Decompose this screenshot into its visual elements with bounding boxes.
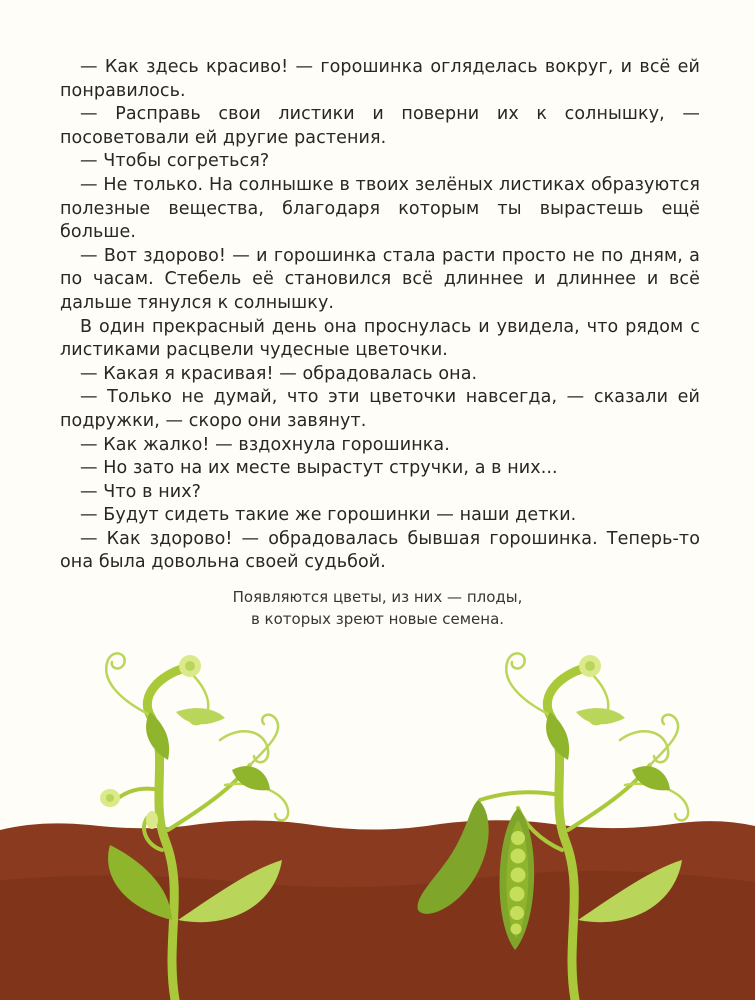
pea-flower — [579, 655, 601, 677]
story-paragraph: — Расправь свои листики и поверни их к солнышку, — посоветовали ей другие растения. — [60, 104, 700, 148]
story-paragraph: — Не только. На солнышке в твоих зелёных листиках образуются полезные вещества, благодаря которым ты вырастешь ещё больше. — [60, 174, 700, 243]
story-paragraph: — Как здорово! — обрадовалась бывшая горошинка. Теперь-то она была довольна своей судьбой. — [60, 528, 700, 573]
leaf — [632, 766, 670, 790]
story-paragraph: — Вот здорово! — и горошинка стала расти просто не по дням, а по часам. Стебель её становился всё длиннее и длиннее и всё дальше тянулся к солнышку. — [60, 245, 700, 313]
pea-flower — [146, 811, 158, 829]
tendril — [620, 731, 668, 762]
story-paragraph: — Какая я красивая! — обрадовалась она. — [80, 363, 478, 384]
leaf — [176, 708, 225, 724]
story-paragraph: — Как жалко! — вздохнула горошинка. — [80, 434, 450, 455]
story-paragraph: — Только не думай, что эти цветочки навсегда, — сказали ей подружки, — скоро они завянут. — [60, 387, 700, 431]
caption-line-2: в которых зреют новые семена. — [250, 610, 505, 628]
pea-plants-illustration — [0, 620, 755, 1000]
story-paragraph: — Будут сидеть такие же горошинки — наши детки. — [80, 505, 577, 526]
pea-flower — [100, 789, 120, 807]
story-paragraph: — Как здесь красиво! — горошинка огляделась вокруг, и всё ей понравилось. — [60, 57, 700, 101]
leaf — [232, 766, 270, 790]
story-text — [60, 56, 700, 575]
pea-flower — [179, 655, 201, 677]
story-paragraph: — Что в них? — [80, 481, 202, 502]
tendril — [220, 731, 268, 762]
caption-line-1: Появляются цветы, из них — плоды, — [232, 588, 523, 606]
story-paragraph: В один прекрасный день она проснулась и увидела, что рядом с листиками расцвели чудесные цветочки. — [60, 316, 700, 361]
story-paragraph: — Чтобы согреться? — [80, 151, 270, 172]
leaf — [576, 708, 625, 724]
plant-branch — [480, 792, 560, 800]
story-paragraph: — Но зато на их месте вырастут стручки, а в них... — [80, 458, 558, 479]
